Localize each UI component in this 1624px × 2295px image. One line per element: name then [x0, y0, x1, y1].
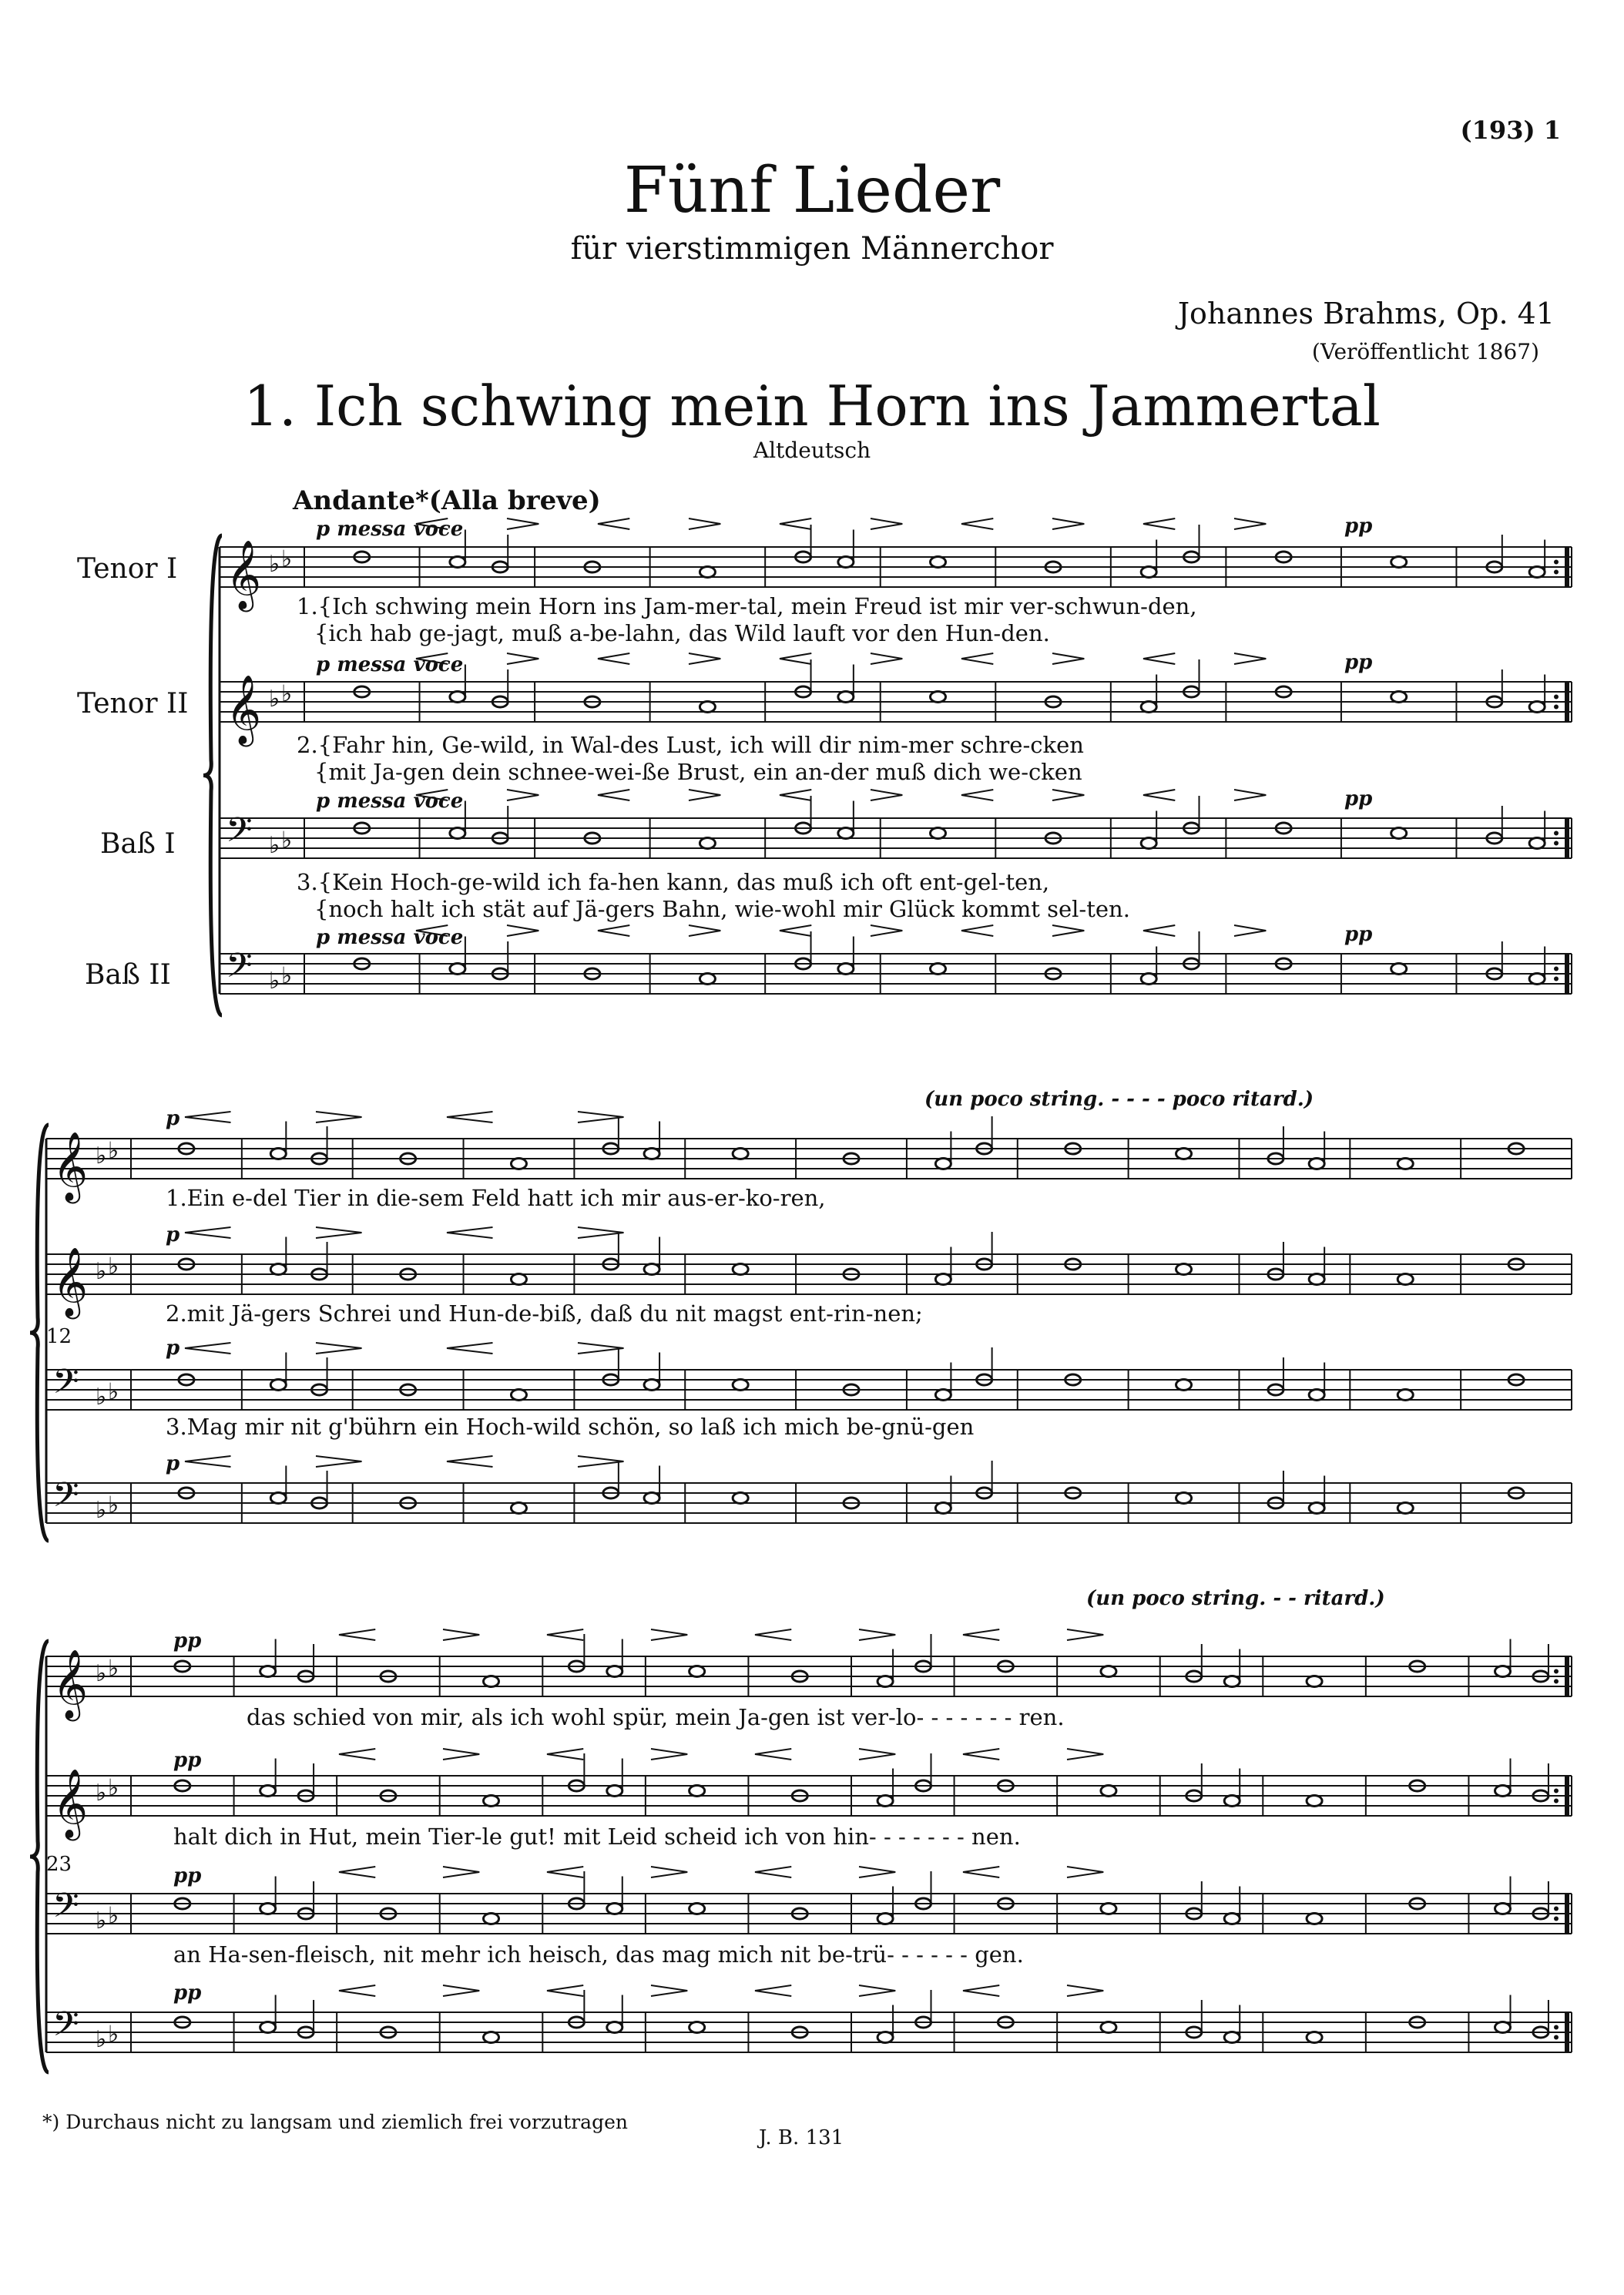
treble-clef-icon: 𝄞: [52, 1247, 89, 1317]
crescendo-hairpin: [447, 1112, 493, 1122]
note-head: [484, 1796, 499, 1807]
note-head: [1309, 1159, 1324, 1169]
voice-label-tenor-2: Tenor II: [77, 688, 189, 720]
note-head: [1141, 567, 1156, 578]
decrescendo-hairpin: [1234, 790, 1266, 800]
note-head: [1101, 1666, 1116, 1677]
lyric-line: 1.{Ich schwing mein Horn ins Jam-mer-tal, mein Freud ist mir ver-schwun-den,: [297, 593, 1197, 619]
decrescendo-hairpin: [443, 1629, 479, 1640]
note-head: [733, 1380, 748, 1391]
note-head: [838, 964, 854, 975]
crescendo-hairpin: [547, 1985, 583, 1996]
note-head: [931, 692, 946, 703]
crescendo-hairpin: [755, 1867, 791, 1877]
dynamic-mark: p messa voce: [316, 518, 464, 541]
crescendo-hairpin: [598, 790, 629, 800]
crescendo-hairpin: [1143, 790, 1175, 800]
publication-note: (Veröffentlicht 1867): [1311, 339, 1539, 364]
flat-icon: ♭: [281, 962, 293, 990]
note-head: [607, 1786, 622, 1797]
treble-clef-icon: 𝄞: [52, 1132, 89, 1201]
note-head: [1176, 1264, 1192, 1275]
note-head: [484, 1676, 499, 1687]
note-head: [1309, 1390, 1324, 1401]
note-head: [931, 828, 946, 839]
repeat-dot: [1554, 2025, 1559, 2030]
plate-number: J. B. 131: [759, 2126, 844, 2149]
dynamic-mark: pp: [173, 1749, 202, 1772]
dynamic-mark: pp: [173, 1864, 202, 1887]
note-head: [1309, 1503, 1324, 1514]
note-head: [1307, 1914, 1322, 1924]
lyric-line: {noch halt ich stät auf Jä-gers Bahn, wie-wohl mir Glück kommt sel-ten.: [314, 896, 1130, 922]
flat-icon: ♭: [96, 1258, 107, 1285]
note-head: [270, 1264, 286, 1275]
dynamic-mark: pp: [1344, 787, 1373, 810]
lyric-line: {ich hab ge-jagt, muß a-be-lahn, das Wild lauft vor den Hun-den.: [314, 620, 1050, 646]
note-head: [877, 1796, 893, 1807]
work-title: Fünf Lieder: [623, 154, 1001, 227]
note-head: [733, 1149, 748, 1159]
decrescendo-hairpin: [1052, 518, 1084, 529]
note-head: [1176, 1493, 1192, 1504]
flat-icon: ♭: [108, 1655, 119, 1683]
decrescendo-hairpin: [507, 790, 539, 800]
decrescendo-hairpin: [578, 1227, 624, 1238]
crescendo-hairpin: [598, 518, 629, 529]
flat-icon: ♭: [281, 545, 293, 573]
note-head: [1529, 567, 1545, 578]
note-head: [1495, 1904, 1511, 1914]
crescendo-hairpin: [547, 1867, 583, 1877]
crescendo-hairpin: [447, 1227, 493, 1238]
repeat-dot: [1554, 1917, 1559, 1921]
crescendo-hairpin: [416, 925, 448, 936]
note-head: [1391, 964, 1407, 975]
note-head: [511, 1503, 526, 1514]
note-head: [1495, 1666, 1511, 1677]
decrescendo-hairpin: [578, 1343, 624, 1354]
crescendo-hairpin: [185, 1112, 231, 1122]
note-head: [260, 1666, 276, 1677]
flat-icon: ♭: [281, 827, 293, 854]
decrescendo-hairpin: [651, 1867, 687, 1877]
voice-label-tenor-1: Tenor I: [77, 553, 178, 585]
decrescendo-hairpin: [578, 1112, 624, 1122]
crescendo-hairpin: [185, 1227, 231, 1238]
crescendo-hairpin: [339, 1749, 375, 1760]
note-head: [1398, 1390, 1413, 1401]
note-head: [260, 1786, 276, 1797]
bass-clef-icon: 𝄢: [52, 1361, 79, 1410]
flat-icon: ♭: [108, 1491, 119, 1519]
tempo-marking: Andante*(Alla breve): [293, 485, 601, 516]
note-head: [1398, 1503, 1413, 1514]
repeat-dot: [1554, 1669, 1559, 1674]
note-head: [838, 828, 854, 839]
crescendo-hairpin: [780, 653, 811, 664]
tempo-change-mark: (un poco string. - - - - poco ritard.): [924, 1088, 1314, 1111]
note-head: [511, 1390, 526, 1401]
flat-icon: ♭: [96, 2026, 107, 2053]
note-head: [260, 2022, 276, 2033]
crescendo-hairpin: [1143, 653, 1175, 664]
note-head: [1101, 1904, 1116, 1914]
song-subtitle: Altdeutsch: [753, 438, 871, 463]
song-title: 1. Ich schwing mein Horn ins Jammertal: [243, 374, 1381, 438]
note-head: [1224, 1796, 1240, 1807]
tempo-change-mark: (un poco string. - - ritard.): [1086, 1587, 1385, 1610]
decrescendo-hairpin: [443, 1985, 479, 1996]
note-head: [1529, 974, 1545, 985]
decrescendo-hairpin: [651, 1629, 687, 1640]
footnote: *) Durchaus nicht zu langsam und ziemlich frei vorzutragen: [42, 2111, 628, 2133]
note-head: [935, 1274, 951, 1285]
decrescendo-hairpin: [689, 518, 720, 529]
decrescendo-hairpin: [316, 1112, 362, 1122]
repeat-dot: [1554, 1679, 1559, 1684]
note-head: [1391, 828, 1407, 839]
flat-icon: ♭: [269, 551, 280, 578]
decrescendo-hairpin: [1052, 925, 1084, 936]
repeat-dot: [1554, 560, 1559, 565]
note-head: [690, 1904, 705, 1914]
dynamic-mark: p: [166, 1337, 180, 1360]
note-head: [1495, 2022, 1511, 2033]
note-head: [700, 702, 715, 713]
note-head: [1391, 692, 1407, 703]
dynamic-mark: pp: [173, 1629, 202, 1652]
dynamic-mark: p messa voce: [316, 926, 464, 949]
crescendo-hairpin: [447, 1343, 493, 1354]
crescendo-hairpin: [961, 790, 993, 800]
note-head: [607, 2022, 622, 2033]
decrescendo-hairpin: [1052, 790, 1084, 800]
note-head: [700, 974, 715, 985]
crescendo-hairpin: [339, 1985, 375, 1996]
flat-icon: ♭: [269, 686, 280, 713]
lyric-line: 3.{Kein Hoch-ge-wild ich fa-hen kann, das muß ich oft ent-gel-ten,: [297, 869, 1050, 895]
dynamic-mark: p messa voce: [316, 653, 464, 676]
note-head: [607, 1904, 622, 1914]
crescendo-hairpin: [963, 1985, 999, 1996]
note-head: [644, 1264, 659, 1275]
dynamic-mark: pp: [1344, 515, 1373, 538]
voice-label-bass-2: Baß II: [85, 959, 171, 991]
dynamic-mark: p: [166, 1452, 180, 1475]
crescendo-hairpin: [755, 1629, 791, 1640]
decrescendo-hairpin: [871, 790, 902, 800]
crescendo-hairpin: [185, 1343, 231, 1354]
crescendo-hairpin: [780, 518, 811, 529]
decrescendo-hairpin: [651, 1749, 687, 1760]
decrescendo-hairpin: [1067, 1867, 1103, 1877]
repeat-dot: [1554, 967, 1559, 971]
decrescendo-hairpin: [859, 1749, 895, 1760]
note-head: [511, 1159, 526, 1169]
decrescendo-hairpin: [651, 1985, 687, 1996]
flat-icon: ♭: [96, 1660, 107, 1687]
flat-icon: ♭: [269, 832, 280, 859]
dynamic-mark: pp: [1344, 651, 1373, 674]
repeat-dot: [1554, 1789, 1559, 1793]
note-head: [700, 838, 715, 849]
note-head: [1398, 1159, 1413, 1169]
crescendo-hairpin: [961, 925, 993, 936]
note-head: [484, 2032, 499, 2043]
flat-icon: ♭: [108, 1253, 119, 1280]
decrescendo-hairpin: [871, 925, 902, 936]
note-head: [260, 1904, 276, 1914]
note-head: [1307, 2032, 1322, 2043]
crescendo-hairpin: [963, 1867, 999, 1877]
decrescendo-hairpin: [1052, 653, 1084, 664]
note-head: [877, 1914, 893, 1924]
voice-label-bass-1: Baß I: [100, 828, 176, 860]
note-head: [1176, 1380, 1192, 1391]
note-head: [931, 557, 946, 568]
decrescendo-hairpin: [871, 653, 902, 664]
bass-clef-icon: 𝄢: [52, 2004, 79, 2052]
decrescendo-hairpin: [1234, 518, 1266, 529]
treble-clef-icon: 𝄞: [52, 1649, 89, 1719]
note-head: [270, 1380, 286, 1391]
note-head: [935, 1159, 951, 1169]
note-head: [1141, 974, 1156, 985]
repeat-dot: [1554, 695, 1559, 700]
decrescendo-hairpin: [316, 1343, 362, 1354]
flat-icon: ♭: [281, 680, 293, 708]
decrescendo-hairpin: [1234, 925, 1266, 936]
note-head: [484, 1914, 499, 1924]
note-head: [1101, 2022, 1116, 2033]
lyric-line: das schied von mir, als ich wohl spür, mein Ja-gen ist ver-lo- - - - - - - ren.: [247, 1704, 1065, 1730]
treble-clef-icon: 𝄞: [226, 675, 262, 744]
note-head: [877, 2032, 893, 2043]
lyric-line: 2.mit Jä-gers Schrei und Hun-de-biß, daß du nit magst ent-rin-nen;: [166, 1300, 923, 1327]
note-head: [700, 567, 715, 578]
bass-clef-icon: 𝄢: [226, 810, 253, 858]
flat-icon: ♭: [108, 1378, 119, 1406]
decrescendo-hairpin: [443, 1749, 479, 1760]
decrescendo-hairpin: [507, 518, 539, 529]
note-head: [511, 1274, 526, 1285]
crescendo-hairpin: [598, 925, 629, 936]
note-head: [644, 1493, 659, 1504]
decrescendo-hairpin: [1067, 1985, 1103, 1996]
bass-clef-icon: 𝄢: [52, 1885, 79, 1934]
note-head: [935, 1503, 951, 1514]
flat-icon: ♭: [108, 2021, 119, 2048]
note-head: [1529, 702, 1545, 713]
decrescendo-hairpin: [507, 925, 539, 936]
flat-icon: ♭: [108, 1774, 119, 1802]
repeat-dot: [1554, 831, 1559, 836]
note-head: [270, 1149, 286, 1159]
flat-icon: ♭: [96, 1780, 107, 1807]
measure-number: 12: [46, 1325, 72, 1348]
dynamic-mark: p messa voce: [316, 790, 464, 813]
note-head: [1101, 1786, 1116, 1797]
repeat-dot: [1554, 2035, 1559, 2040]
note-head: [1224, 1914, 1240, 1924]
treble-clef-icon: 𝄞: [52, 1769, 89, 1838]
note-head: [1391, 557, 1407, 568]
note-head: [270, 1493, 286, 1504]
crescendo-hairpin: [755, 1985, 791, 1996]
note-head: [733, 1493, 748, 1504]
repeat-dot: [1554, 977, 1559, 981]
decrescendo-hairpin: [1234, 653, 1266, 664]
decrescendo-hairpin: [443, 1867, 479, 1877]
flat-icon: ♭: [269, 968, 280, 995]
decrescendo-hairpin: [689, 653, 720, 664]
repeat-dot: [1554, 570, 1559, 575]
crescendo-hairpin: [963, 1749, 999, 1760]
note-head: [1529, 838, 1545, 849]
crescendo-hairpin: [780, 790, 811, 800]
flat-icon: ♭: [108, 1902, 119, 1930]
crescendo-hairpin: [755, 1749, 791, 1760]
decrescendo-hairpin: [507, 653, 539, 664]
note-head: [733, 1264, 748, 1275]
crescendo-hairpin: [416, 790, 448, 800]
note-head: [1141, 838, 1156, 849]
note-head: [1309, 1274, 1324, 1285]
repeat-dot: [1554, 1799, 1559, 1803]
flat-icon: ♭: [96, 1497, 107, 1524]
crescendo-hairpin: [547, 1629, 583, 1640]
crescendo-hairpin: [963, 1629, 999, 1640]
bass-clef-icon: 𝄢: [52, 1475, 79, 1523]
crescendo-hairpin: [416, 518, 448, 529]
lyric-line: 1.Ein e-del Tier in die-sem Feld hatt ich mir aus-er-ko-ren,: [166, 1185, 826, 1211]
flat-icon: ♭: [96, 1384, 107, 1411]
decrescendo-hairpin: [316, 1456, 362, 1467]
decrescendo-hairpin: [316, 1227, 362, 1238]
repeat-dot: [1554, 1907, 1559, 1911]
lyric-line: an Ha-sen-fleisch, nit mehr ich heisch, das mag mich nit be-trü- - - - - - gen.: [173, 1941, 1024, 1968]
decrescendo-hairpin: [1067, 1629, 1103, 1640]
crescendo-hairpin: [961, 653, 993, 664]
bass-clef-icon: 𝄢: [226, 945, 253, 994]
decrescendo-hairpin: [689, 790, 720, 800]
crescendo-hairpin: [339, 1629, 375, 1640]
note-head: [838, 557, 854, 568]
decrescendo-hairpin: [859, 1867, 895, 1877]
crescendo-hairpin: [961, 518, 993, 529]
treble-clef-icon: 𝄞: [226, 540, 262, 609]
note-head: [644, 1149, 659, 1159]
note-head: [644, 1380, 659, 1391]
flat-icon: ♭: [96, 1907, 107, 1934]
crescendo-hairpin: [416, 653, 448, 664]
note-head: [690, 1786, 705, 1797]
dynamic-mark: pp: [173, 1981, 202, 2005]
decrescendo-hairpin: [1067, 1749, 1103, 1760]
crescendo-hairpin: [547, 1749, 583, 1760]
lyric-line: {mit Ja-gen dein schnee-wei-ße Brust, ein an-der muß dich we-cken: [314, 759, 1082, 785]
crescendo-hairpin: [1143, 925, 1175, 936]
decrescendo-hairpin: [578, 1456, 624, 1467]
note-head: [450, 692, 465, 703]
note-head: [1398, 1274, 1413, 1285]
note-head: [1307, 1676, 1322, 1687]
note-head: [1176, 1149, 1192, 1159]
crescendo-hairpin: [447, 1456, 493, 1467]
composer: Johannes Brahms, Op. 41: [1177, 297, 1555, 330]
flat-icon: ♭: [96, 1142, 107, 1169]
note-head: [1307, 1796, 1322, 1807]
note-head: [690, 2022, 705, 2033]
note-head: [1224, 1676, 1240, 1687]
note-head: [1495, 1786, 1511, 1797]
note-head: [450, 964, 465, 975]
note-head: [450, 828, 465, 839]
decrescendo-hairpin: [689, 925, 720, 936]
decrescendo-hairpin: [859, 1985, 895, 1996]
crescendo-hairpin: [339, 1867, 375, 1877]
crescendo-hairpin: [780, 925, 811, 936]
note-head: [838, 692, 854, 703]
dynamic-mark: p: [166, 1107, 180, 1130]
note-head: [1224, 2032, 1240, 2043]
dynamic-mark: pp: [1344, 923, 1373, 946]
note-head: [935, 1390, 951, 1401]
note-head: [450, 557, 465, 568]
flat-icon: ♭: [108, 1137, 119, 1165]
lyric-line: halt dich in Hut, mein Tier-le gut! mit Leid scheid ich von hin- - - - - - - nen.: [173, 1824, 1021, 1850]
crescendo-hairpin: [1143, 518, 1175, 529]
crescendo-hairpin: [598, 653, 629, 664]
work-subtitle: für vierstimmigen Männerchor: [570, 231, 1054, 267]
decrescendo-hairpin: [859, 1629, 895, 1640]
dynamic-mark: p: [166, 1223, 180, 1246]
note-head: [690, 1666, 705, 1677]
measure-number: 23: [46, 1853, 72, 1876]
note-head: [607, 1666, 622, 1677]
repeat-dot: [1554, 841, 1559, 846]
note-head: [931, 964, 946, 975]
lyric-line: 2.{Fahr hin, Ge-wild, in Wal-des Lust, ich will dir nim-mer schre-cken: [297, 732, 1084, 758]
lyric-line: 3.Mag mir nit g'bührn ein Hoch-wild schön, so laß ich mich be-gnü-gen: [166, 1414, 975, 1440]
decrescendo-hairpin: [871, 518, 902, 529]
repeat-dot: [1554, 705, 1559, 710]
note-head: [877, 1676, 893, 1687]
crescendo-hairpin: [185, 1456, 231, 1467]
note-head: [1141, 702, 1156, 713]
page-number: (193) 1: [1460, 116, 1561, 145]
